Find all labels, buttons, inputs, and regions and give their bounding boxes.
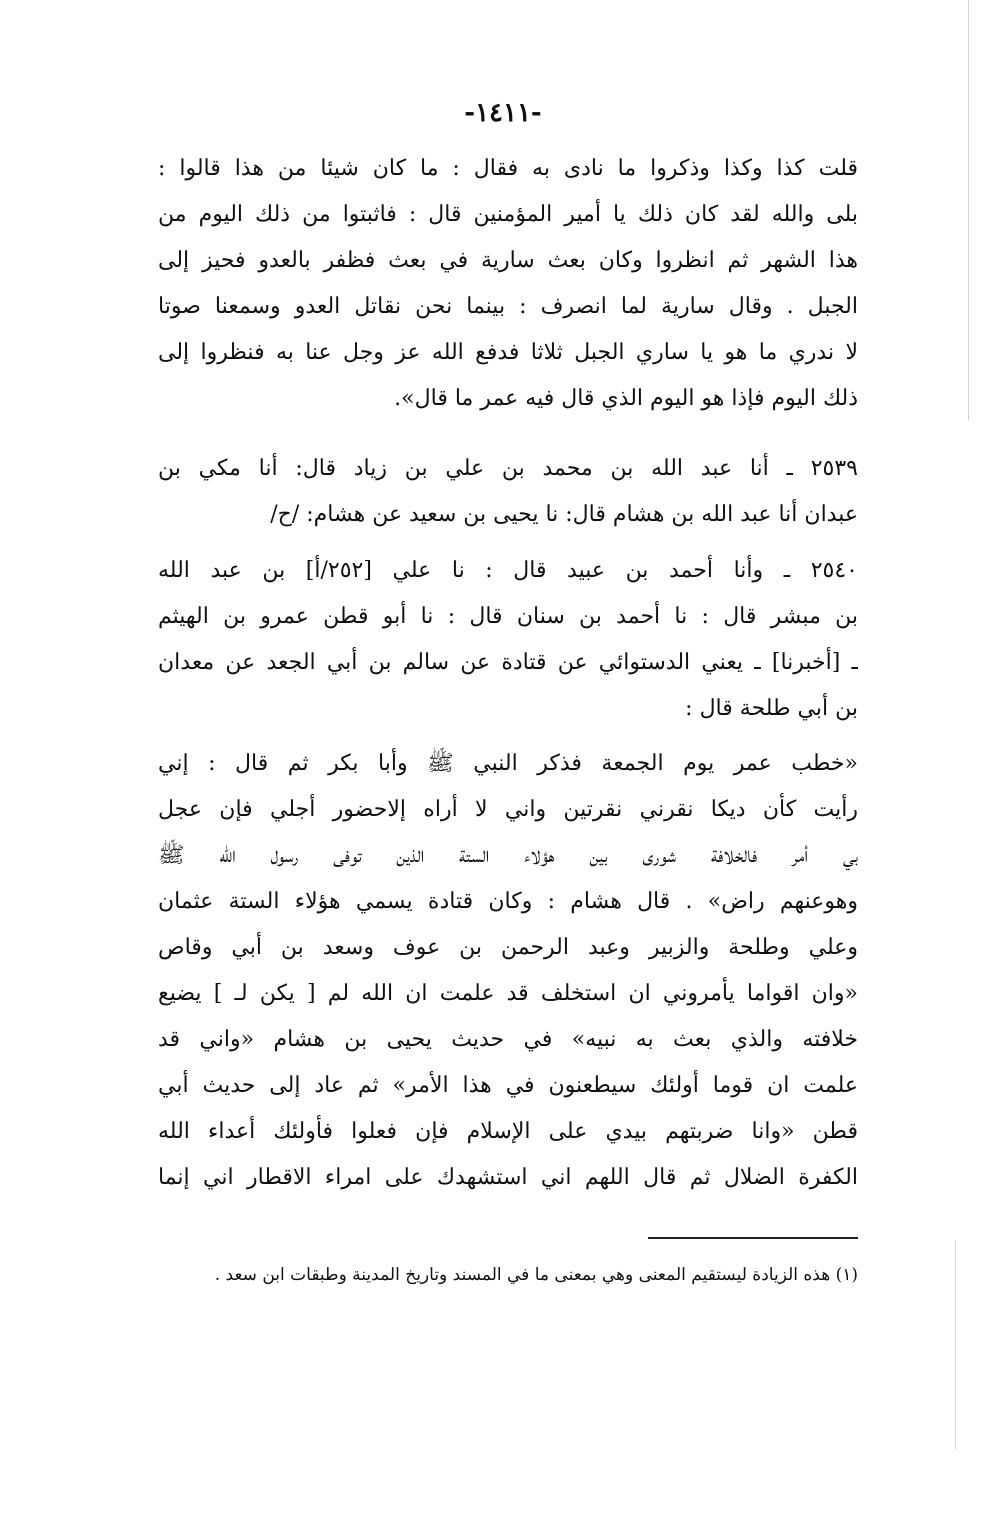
text-line: وهوعنهم راض» . قال هشام : وكان قتادة يسمي هؤلاء الستة عثمان	[158, 889, 858, 914]
text-line: وعلي وطلحة والزبير وعبد الرحمن بن عوف وسعد بن أبي وقاص	[158, 935, 858, 960]
text-line: «خطب عمر يوم الجمعة فذكر النبي ﷺ وأبا بكر ثم قال : إني	[158, 751, 858, 776]
text-line: قلت كذا وكذا وذكروا ما نادى به فقال : ما كان شيئا من هذا قالوا :	[158, 156, 858, 181]
text-line: لا ندري ما هو يا ساري الجبل ثلاثا فدفع الله عز وجل عنا به فنظروا إلى	[158, 340, 858, 365]
text-line: بن مبشر قال : نا أحمد بن سنان قال : نا أبو قطن عمرو بن الهيثم	[158, 604, 858, 629]
text-line: خلافته والذي بعث به نبيه» في حديث يحيى بن هشام «واني قد	[158, 1027, 858, 1052]
text-line: قطن «وانا ضربتهم بيدي على الإسلام فإن فعلوا فأولئك أعداء الله	[158, 1119, 858, 1144]
text-line: ٢٥٣٩ ـ أنا عبد الله بن محمد بن علي بن زياد قال: أنا مكي بن	[158, 456, 858, 481]
text-line: الجبل . وقال سارية لما انصرف : بينما نحن نقاتل العدو وسمعنا صوتا	[158, 294, 858, 319]
text-line: الكفرة الضلال ثم قال اللهم اني استشهدك على امراء الاقطار اني إنما	[158, 1165, 858, 1190]
text-line: هذا الشهر ثم انظروا وكان بعث سارية في بعث فظفر بالعدو فحيز إلى	[158, 248, 858, 273]
page-edge-line	[968, 0, 969, 420]
text-line: ذلك اليوم فإذا هو اليوم الذي قال فيه عمر ما قال».	[394, 386, 858, 411]
text-line: رأيت كأن ديكا نقرني نقرتين واني لا أراه إلاحضور أجلي فإن عجل	[158, 797, 858, 822]
page-edge-line-lower	[955, 1240, 956, 1450]
paragraph-hadith-2540	[158, 548, 858, 732]
text-line: بلى والله لقد كان ذلك يا أمير المؤمنين قال : فاثبتوا من ذلك اليوم من	[158, 202, 858, 227]
page-number: -١٤١١-	[464, 98, 542, 128]
footnote-divider	[648, 1237, 858, 1239]
paragraph-sermon-text	[158, 741, 858, 1201]
paragraph-hadith-2539	[158, 446, 858, 538]
text-line: ٢٥٤٠ ـ وأنا أحمد بن عبيد قال : نا علي [٢٥٢/أ] بن عبد الله	[158, 558, 858, 583]
footnote: (١) هذه الزيادة ليستقيم المعنى وهي بمعنى ما في المسند وتاريخ المدينة وطبقات ابن سعد .	[214, 1265, 858, 1285]
paragraph-narration-end	[158, 146, 858, 422]
text-line: عبدان أنا عبد الله بن هشام قال: نا يحيى بن سعيد عن هشام: /ح/	[270, 502, 858, 527]
text-line: بي أمر فالخلافة شورى بين هؤلاء الستة الذين توفى رسول الله ﷺ	[158, 843, 858, 868]
text-line: ـ [أخبرنا] ـ يعني الدستوائي عن قتادة عن سالم بن أبي الجعد عن معدان	[158, 650, 858, 675]
text-line: بن أبي طلحة قال :	[685, 696, 858, 721]
text-line: «وان اقواما يأمروني ان استخلف قد علمت ان الله لم [ يكن لـ ] يضيع	[158, 981, 858, 1006]
text-line: علمت ان قوما أولئك سيطعنون في هذا الأمر» ثم عاد إلى حديث أبي	[158, 1073, 858, 1098]
